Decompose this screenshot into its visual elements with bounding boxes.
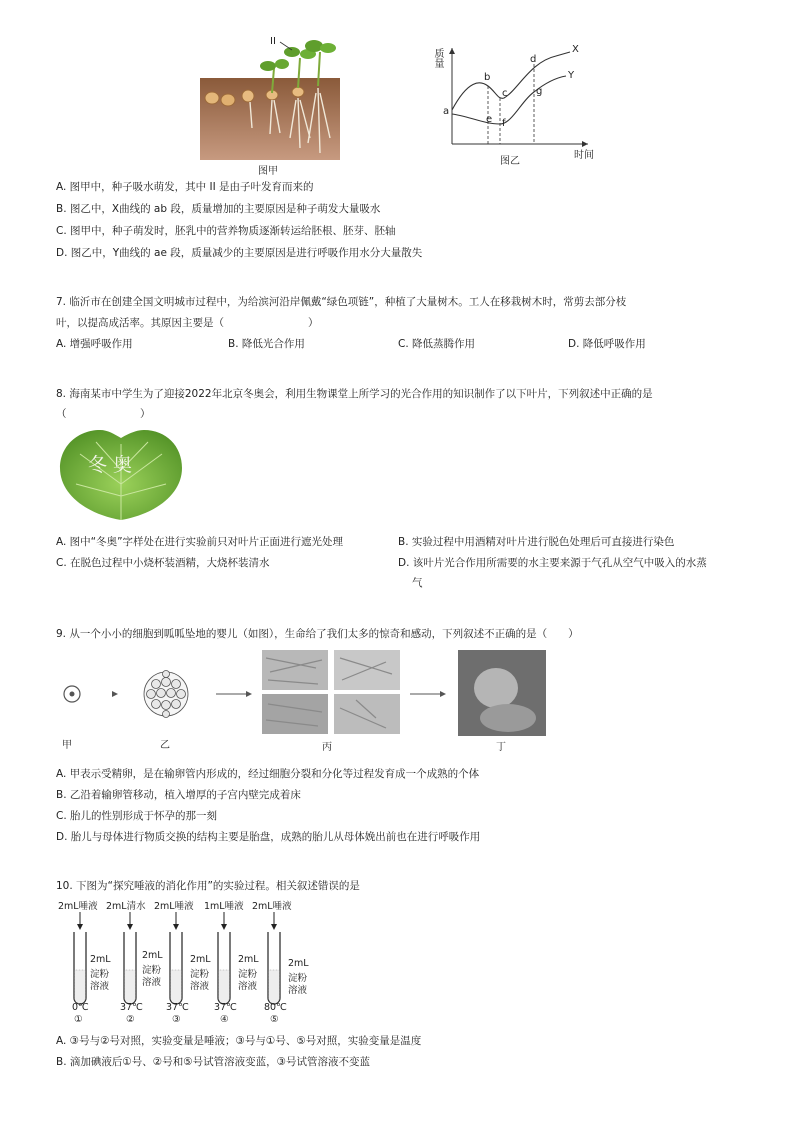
tube-2-temp: 37℃ bbox=[120, 1002, 143, 1013]
y-axis-label: 质量 bbox=[432, 48, 443, 68]
tube-4-side3: 溶液 bbox=[238, 981, 258, 992]
q8-option-c: C. 在脱色过程中小烧杯装酒精，大烧杯装清水 bbox=[56, 557, 270, 569]
tube-4-side1: 2mL bbox=[238, 954, 259, 965]
tube-5-top: 2mL唾液 bbox=[252, 901, 292, 912]
tube-3-top: 2mL唾液 bbox=[154, 901, 194, 912]
figure-jia-caption: 图甲 bbox=[258, 166, 278, 177]
q9-label-ding: 丁 bbox=[496, 742, 506, 753]
tube-1-num: ① bbox=[74, 1014, 83, 1025]
tube-3-side2: 淀粉 bbox=[190, 969, 210, 980]
q7-option-d: D. 降低呼吸作用 bbox=[568, 338, 646, 350]
q9-label-jia: 甲 bbox=[62, 740, 72, 751]
q8-option-d: D. 该叶片光合作用所需要的水主要来源于气孔从空气中吸入的水蒸 bbox=[398, 557, 707, 569]
q6-option-a: A. 图甲中，种子吸水萌发，其中 II 是由子叶发育而来的 bbox=[56, 181, 314, 193]
q9-option-d: D. 胎儿与母体进行物质交换的结构主要是胎盘，成熟的胎儿从母体娩出前也在进行呼吸作用 bbox=[56, 831, 481, 843]
q8-option-d-cont: 气 bbox=[412, 577, 423, 589]
figure-jia bbox=[200, 36, 340, 177]
tube-3-temp: 37℃ bbox=[166, 1002, 189, 1013]
tube-4-temp: 37℃ bbox=[214, 1002, 237, 1013]
leaf-text: 冬 奥 bbox=[88, 454, 133, 476]
point-c: c bbox=[502, 88, 508, 99]
q9-option-b: B. 乙沿着输卵管移动，植入增厚的子宫内壁完成着床 bbox=[56, 789, 301, 801]
tube-4-top: 1mL唾液 bbox=[204, 901, 244, 912]
tube-1-side3: 溶液 bbox=[90, 981, 110, 992]
development-sequence-illustration bbox=[56, 648, 556, 754]
tube-3-side1: 2mL bbox=[190, 954, 211, 965]
tube-1-temp: 0℃ bbox=[72, 1002, 89, 1013]
tube-2-side3: 溶液 bbox=[142, 977, 162, 988]
q7-stem-line1: 7. 临沂市在创建全国文明城市过程中，为给滨河沿岸佩戴“绿色项链”，种植了大量树木。工人在移栽树木时，常剪去部分枝 bbox=[56, 296, 627, 308]
tube-1-side2: 淀粉 bbox=[90, 969, 110, 980]
q6-option-b: B. 图乙中，X曲线的 ab 段，质量增加的主要原因是种子萌发大量吸水 bbox=[56, 203, 381, 215]
figure-jia-label-ii: II bbox=[270, 36, 276, 47]
tube-3 bbox=[164, 912, 188, 1008]
leaf-figure bbox=[56, 424, 186, 522]
point-f: f bbox=[502, 118, 506, 129]
tube-1-top: 2mL唾液 bbox=[58, 901, 98, 912]
tube-1-side1: 2mL bbox=[90, 954, 111, 965]
q7-stem-line2: 叶，以提高成活率。其原因主要是（ ） bbox=[56, 317, 319, 329]
tube-2-top: 2mL清水 bbox=[106, 901, 146, 912]
tube-5 bbox=[262, 912, 286, 1008]
tube-4-side2: 淀粉 bbox=[238, 969, 258, 980]
tube-5-side3: 溶液 bbox=[288, 985, 308, 996]
tube-2-side1: 2mL bbox=[142, 950, 163, 961]
q10-stem: 10. 下图为“探究唾液的消化作用”的实验过程。相关叙述错误的是 bbox=[56, 880, 360, 892]
tube-4-num: ④ bbox=[220, 1014, 229, 1025]
q8-option-a: A. 图中“冬奥”字样处在进行实验前只对叶片正面进行遮光处理 bbox=[56, 536, 344, 548]
point-b: b bbox=[484, 72, 491, 83]
tube-3-num: ③ bbox=[172, 1014, 181, 1025]
tube-5-side1: 2mL bbox=[288, 958, 309, 969]
point-g: g bbox=[536, 86, 543, 97]
curve-x-label: X bbox=[572, 44, 579, 55]
point-e: e bbox=[486, 114, 493, 125]
tube-1 bbox=[68, 912, 92, 1008]
q9-option-c: C. 胎儿的性别形成于怀孕的那一刻 bbox=[56, 810, 218, 822]
q9-label-yi: 乙 bbox=[160, 740, 170, 751]
q9-stem: 9. 从一个小小的细胞到呱呱坠地的婴儿（如图），生命给了我们太多的惊奇和感动，下列叙述不正确的是（ ） bbox=[56, 628, 579, 640]
q8-stem-line1: 8. 海南某市中学生为了迎接2022年北京冬奥会，利用生物课堂上所学习的光合作用的知识制作了以下叶片，下列叙述中正确的是 bbox=[56, 388, 653, 400]
development-sequence-figure bbox=[56, 648, 556, 754]
tube-5-side2: 淀粉 bbox=[288, 973, 308, 984]
seedling-illustration bbox=[200, 38, 340, 174]
test-tube-figure bbox=[56, 896, 376, 1028]
point-a: a bbox=[443, 106, 450, 117]
q6-option-c: C. 图甲中，种子萌发时，胚乳中的营养物质逐渐转运给胚根、胚芽、胚轴 bbox=[56, 225, 396, 237]
q8-option-b: B. 实验过程中用酒精对叶片进行脱色处理后可直接进行染色 bbox=[398, 536, 675, 548]
tube-3-side3: 溶液 bbox=[190, 981, 210, 992]
tube-4 bbox=[212, 912, 236, 1008]
q9-option-a: A. 甲表示受精卵，是在输卵管内形成的，经过细胞分裂和分化等过程发育成一个成熟的个体 bbox=[56, 768, 480, 780]
tube-5-num: ⑤ bbox=[270, 1014, 279, 1025]
q10-option-a: A. ③号与②号对照，实验变量是唾液；③号与①号、⑤号对照，实验变量是温度 bbox=[56, 1035, 422, 1047]
curve-y-label: Y bbox=[568, 70, 575, 81]
q10-option-b: B. 滴加碘液后①号、②号和⑤号试管溶液变蓝，③号试管溶液不变蓝 bbox=[56, 1056, 371, 1068]
tube-2 bbox=[118, 912, 142, 1008]
q9-label-bing: 丙 bbox=[322, 742, 332, 753]
tube-2-num: ② bbox=[126, 1014, 135, 1025]
figure-yi bbox=[432, 40, 608, 170]
q7-option-a: A. 增强呼吸作用 bbox=[56, 338, 133, 350]
x-axis-label: 时间 bbox=[574, 150, 594, 161]
q7-option-c: C. 降低蒸腾作用 bbox=[398, 338, 476, 350]
tube-2-side2: 淀粉 bbox=[142, 965, 162, 976]
q8-stem-line2: （ ） bbox=[56, 408, 151, 420]
figure-yi-caption: 图乙 bbox=[500, 156, 520, 167]
point-d: d bbox=[530, 54, 537, 65]
q7-option-b: B. 降低光合作用 bbox=[228, 338, 305, 350]
q6-option-d: D. 图乙中，Y曲线的 ae 段，质量减少的主要原因是进行呼吸作用水分大量散失 bbox=[56, 247, 423, 259]
tube-5-temp: 80℃ bbox=[264, 1002, 287, 1013]
